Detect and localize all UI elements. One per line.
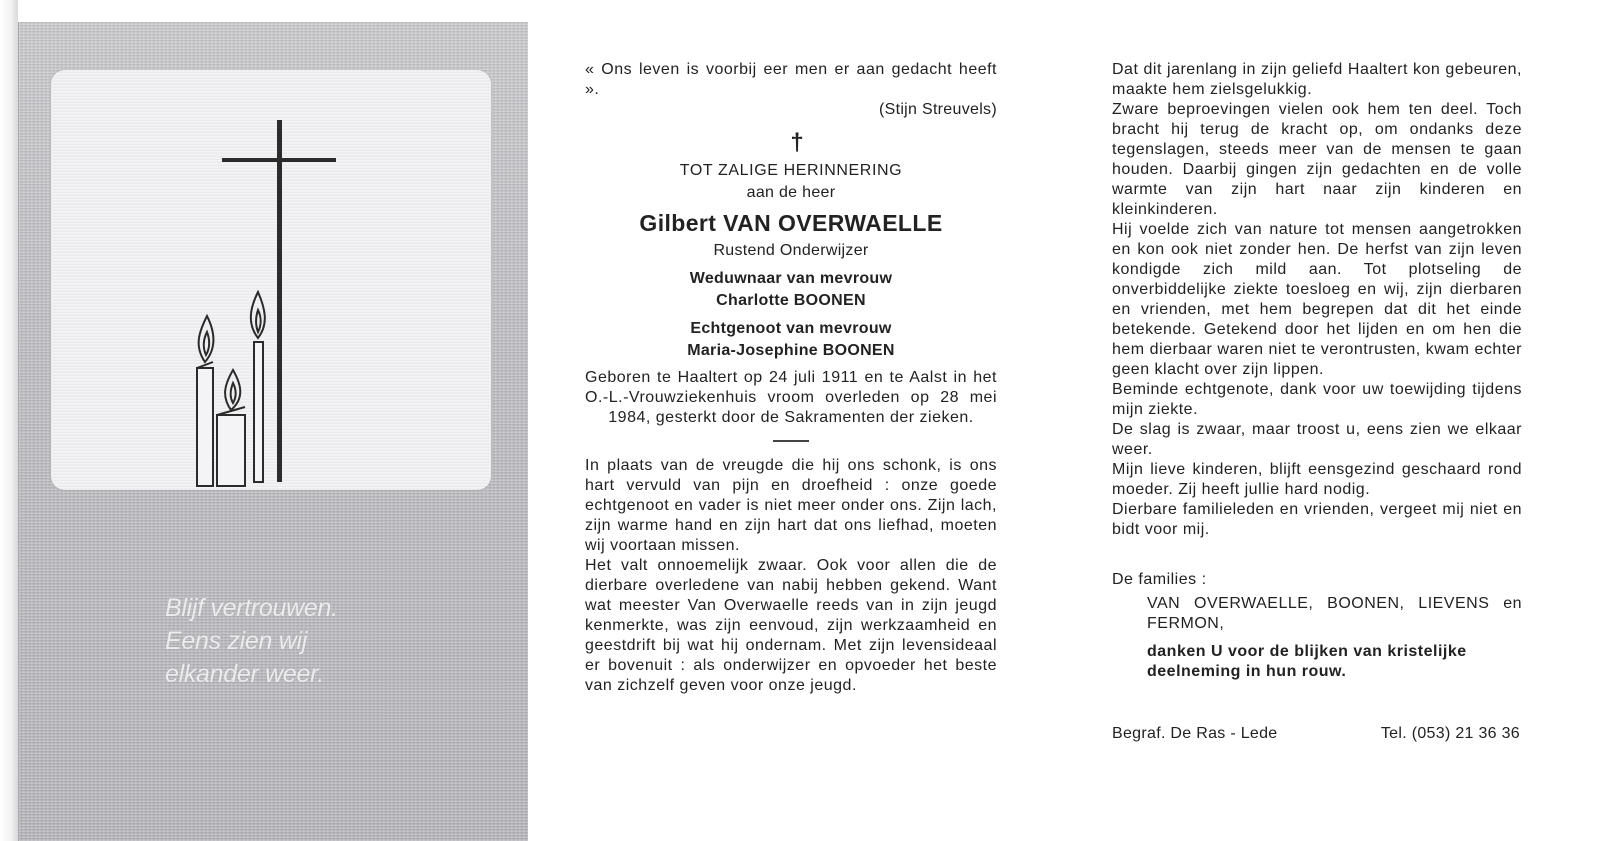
opening-quote: « Ons leven is voorbij eer men er aan gedacht heeft ».	[585, 61, 997, 98]
memorial-middle-column	[585, 60, 997, 696]
second-wife-name: Maria-Josephine BOONEN	[687, 342, 895, 359]
widower-label: Weduwnaar van mevrouw	[689, 270, 893, 287]
families-label: De families :	[1112, 571, 1207, 588]
motto-line: Blijf vertrouwen.	[165, 594, 338, 622]
occupation: Rustend Onderwijzer	[713, 242, 869, 259]
divider	[773, 440, 809, 442]
cover-panel	[18, 22, 528, 841]
cover-illustration-frame	[51, 70, 491, 490]
memorial-right-column	[1112, 60, 1522, 744]
spouse-label: Echtgenoot van mevrouw	[690, 320, 892, 337]
motto-line: Eens zien wij	[165, 627, 307, 655]
families-names: VAN OVERWAELLE, BOONEN, LIEVENS en FERMON,	[1147, 595, 1522, 632]
printer-footer	[1112, 724, 1522, 744]
candle-icon	[197, 316, 214, 486]
farewell-paragraph: Beminde echtgenote, dank voor uw toewijding tijdens mijn ziekte.	[1112, 381, 1522, 418]
tribute-paragraph: Het valt onnoemelijk zwaar. Ook voor allen die de dierbare overledene van nabij hebben gekend. Want wat meester Van Overwaelle reeds van in zijn jeugd kenmerkte, was zijn eenvoud, zijn werkzaamheid en geestdrift bij wat hij ondernam. Met zijn levensideaal er bovenuit : als onderwijzer en opvoeder het beste van zichzelf geven voor onze jeugd.	[585, 557, 997, 694]
tribute-paragraph: Hij voelde zich van nature tot mensen aangetrokken en kon ook niet zonder hen. De herfst van zijn leven kondigde zich mild aan. Tot plotseling de onverbiddelijke ziekte toesloeg en wij, zijn dierbaren en vrienden, met hem begrepen dat dit het einde betekende. Getekend door het lijden en om hen die hem dierbaar waren niet te verontrusten, kwam echter geen klacht over zijn lippen.	[1112, 221, 1522, 378]
quote-author: (Stijn Streuvels)	[878, 101, 997, 118]
memorial-subheading: aan de heer	[746, 184, 836, 201]
thanks-text: danken U voor de blijken van kristelijke deelneming in hun rouw.	[1147, 643, 1467, 680]
motto-line: elkander weer.	[165, 660, 324, 688]
farewell-paragraph: Dierbare familieleden en vrienden, vergeet mij niet en bidt voor mij.	[1112, 501, 1522, 538]
printer-phone: Tel. (053) 21 36 36	[1380, 725, 1520, 742]
card-edge	[0, 0, 18, 841]
dagger-cross-icon: †	[790, 129, 804, 156]
cover-motto	[165, 592, 445, 691]
farewell-paragraph: Mijn lieve kinderen, blijft eensgezind geschaard rond moeder. Zij heeft jullie hard nodig.	[1112, 461, 1522, 498]
candle-icon	[251, 292, 265, 482]
candle-icon	[217, 370, 245, 486]
birth-death-details: Geboren te Haaltert op 24 juli 1911 en te Aalst in het O.-L.-Vrouwziekenhuis vroom overleden op 28 mei 1984, gesterkt door de Sakramenten der zieken.	[585, 369, 997, 426]
tribute-paragraph: Zware beproevingen vielen ook hem ten deel. Toch bracht hij terug de kracht op, om ondanks deze tegenslagen, steeds meer van de mensen te gaan houden. Daarbij gingen zijn gedachten en de volle warmte van zijn hart naar zijn kinderen en kleinkinderen.	[1112, 101, 1522, 218]
first-wife-name: Charlotte BOONEN	[716, 292, 866, 309]
cross-and-candles-illustration	[51, 70, 491, 490]
farewell-paragraph: De slag is zwaar, maar troost u, eens zien we elkaar weer.	[1112, 421, 1522, 458]
memorial-heading: TOT ZALIGE HERINNERING	[679, 162, 903, 179]
deceased-name: Gilbert VAN OVERWAELLE	[639, 210, 943, 236]
tribute-paragraph: In plaats van de vreugde die hij ons schonk, is ons hart vervuld van pijn en droefheid : onze goede echtgenoot en vader is niet meer onder ons. Zijn lach, zijn warme hand en zijn hart dat ons liefhad, moeten wij voortaan missen.	[585, 457, 997, 554]
tribute-paragraph: Dat dit jarenlang in zijn geliefd Haaltert kon gebeuren, maakte hem zielsgelukkig.	[1112, 61, 1522, 98]
printer-name: Begraf. De Ras - Lede	[1112, 725, 1278, 742]
